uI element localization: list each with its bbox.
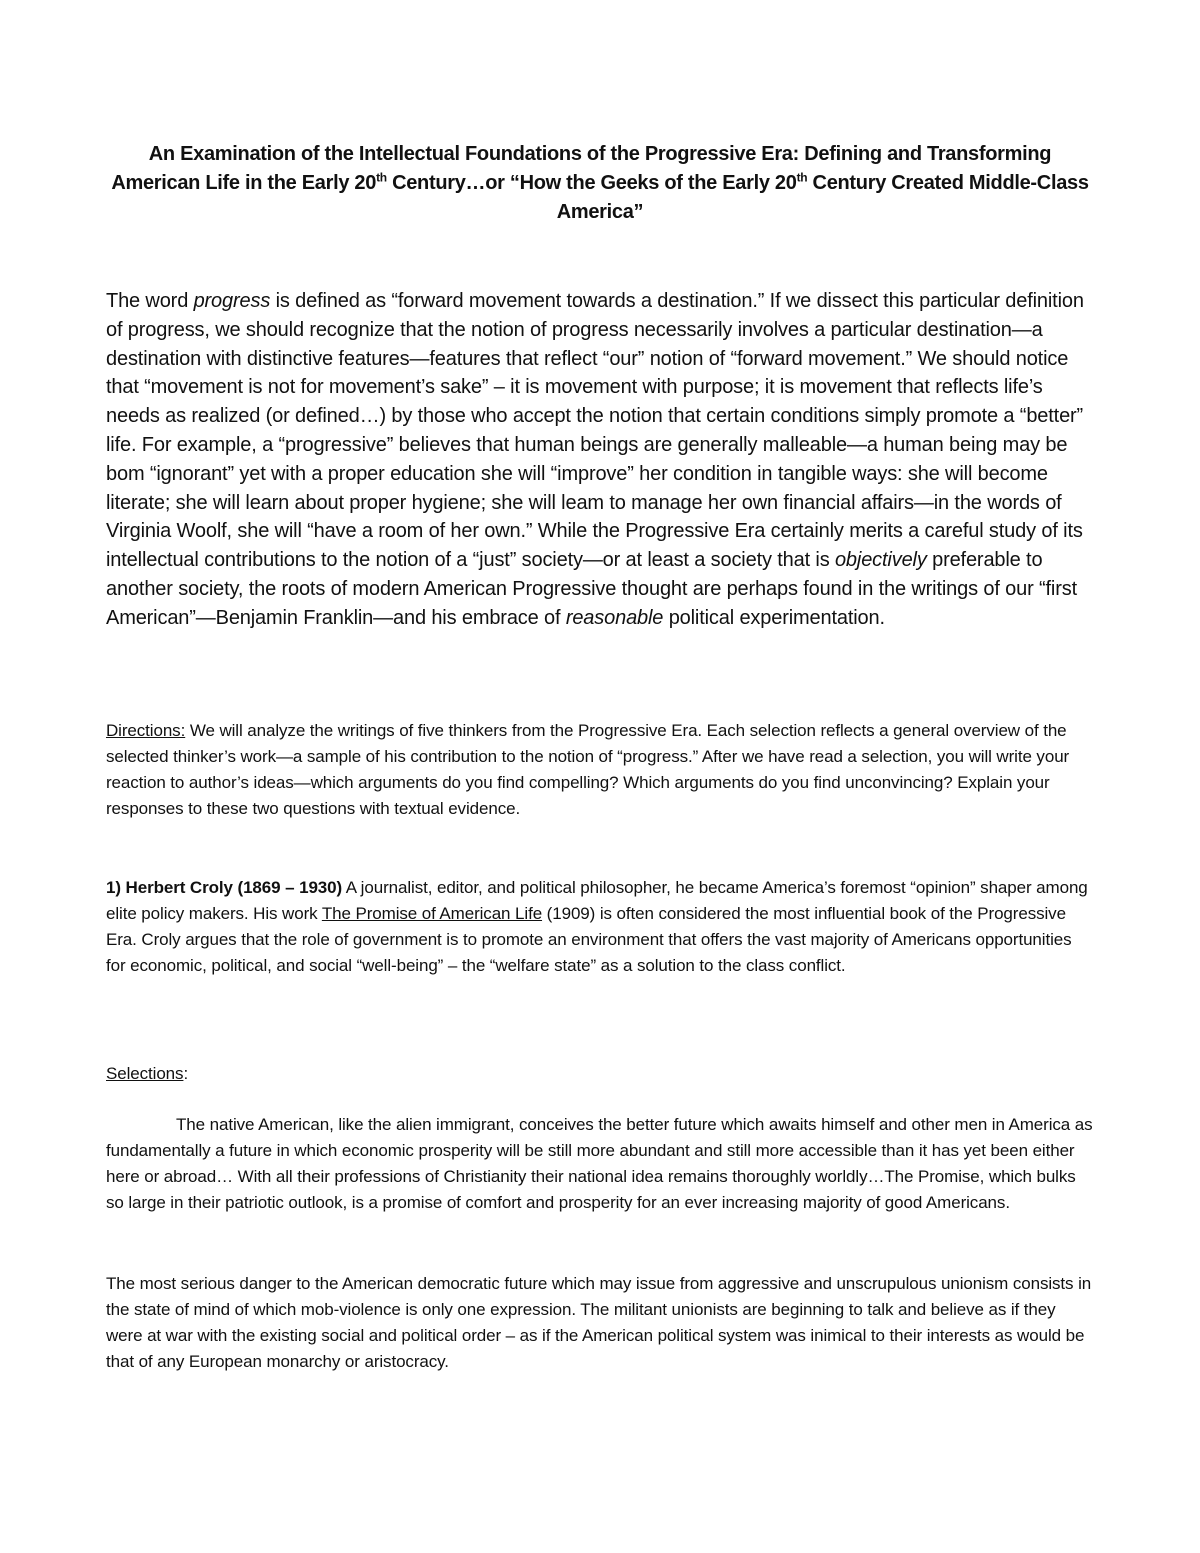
intro-paragraph (106, 287, 1094, 633)
selections-colon: : (183, 1064, 189, 1083)
document-title (104, 140, 1096, 227)
title-part-1: An Examination of the Intellectual Foundations of the Progressive Era: Defining and Transforming American Life in the Early 20 (111, 143, 1052, 194)
quote-paragraph-2: The most serious danger to the American democratic future which may issue from aggressive and unscrupulous unionism consists in the state of mind of which mob-violence is only one expression. The militant unionists are beginning to talk and believe as if they were at war with the existing social and political order – as if the American political system was inimical to their interests as would be that of any European monarchy or aristocracy. (106, 1274, 1092, 1371)
croly-heading: 1) Herbert Croly (1869 – 1930) (106, 878, 343, 897)
directions-text: We will analyze the writings of five thinkers from the Progressive Era. Each selection reflects a general overview of the selected thinker’s work—a sample of his contribution to the notion of “progress.” After we have read a selection, you will write your reaction to author’s ideas—which arguments do you find compelling? Which arguments do you find unconvincing? Explain your responses to these two questions with textual evidence. (106, 721, 1070, 818)
title-part-3: Century Created Middle-Class America” (556, 172, 1089, 223)
selections-heading (106, 1061, 1094, 1087)
croly-paragraph (106, 875, 1094, 979)
title-part-2: Century…or “How the Geeks of the Early 20 (386, 172, 797, 194)
quote-paragraph-1: The native American, like the alien immigrant, conceives the better future which awaits himself and other men in America as fundamentally a future in which economic prosperity will be still more abundant and still more accessible than it has yet been either here or abroad… With all their professions of Christianity their national idea remains thoroughly worldly…The Promise, which bulks so large in their patriotic outlook, is a promise of comfort and prosperity for an ever increasing majority of good Americans. (106, 1115, 1093, 1212)
intro-text-3: preferable to another society, the roots of modern American Progressive thought are perhaps found in the writings of our “first American”—Benjamin Franklin—and his embrace of (106, 549, 1077, 629)
intro-italic-reasonable: reasonable (565, 606, 664, 629)
intro-italic-progress: progress (193, 290, 271, 312)
croly-text-1: A journalist, editor, and political philosopher, he became America’s foremost “opinion” shaper among elite policy makers. His work (106, 878, 1088, 923)
directions-paragraph (106, 718, 1094, 822)
intro-text-2: is defined as “forward movement towards a destination.” If we dissect this particular definition of progress, we should recognize that the notion of progress necessarily involves a particular destination—a destination with distinctive features—features that reflect “our” notion of “forward movement.” We should notice that “movement is not for movement’s sake” – it is movement with purpose; it is movement that reflects life’s needs as realized (or defined…) by those who accept the notion that certain conditions simply promote a “better” life. For example, a “progressive” believes that human beings are generally malleable—a human being may be bom “ignorant” yet with a proper education she will “improve” her condition in tangible ways: she will become literate; she will learn about proper hygiene; she will leam to manage her own financial affairs—in the words of Virginia Woolf, she will “have a room of her own.” While the Progressive Era certainly merits a careful study of its intellectual contributions to the notion of a “just” society—or at least a society that is (106, 290, 1084, 572)
title-superscript-1: th (376, 170, 387, 185)
croly-text-2: (1909) is often considered the most influential book of the Progressive Era. Croly argues that the role of government is to promote an environment that offers the vast majority of Americans opportunities for economic, political, and social “well-being” – the “welfare state” as a solution to the class conflict. (106, 903, 1072, 975)
intro-text-4: political experimentation. (663, 606, 885, 629)
selections-label: Selections (106, 1064, 184, 1083)
croly-book-title: The Promise of American Life (321, 903, 543, 923)
intro-text-1: The word (106, 290, 194, 312)
directions-label: Directions: (106, 721, 186, 740)
title-superscript-2: th (796, 170, 808, 185)
intro-italic-objectively: objectively (834, 549, 927, 572)
